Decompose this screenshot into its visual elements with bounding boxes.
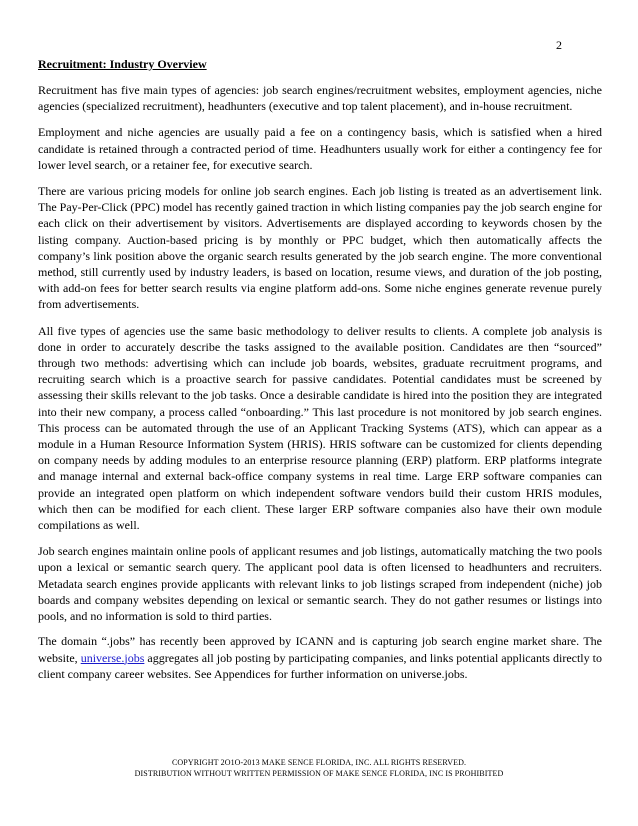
page-number: 2 (556, 38, 562, 52)
paragraph-jobs-domain-lead: The domain “.jobs” has recently been approved by ICANN and is capturing job search engine market share. The website, (38, 634, 602, 665)
footer-copyright: COPYRIGHT 2O1O-2013 MAKE SENCE FLORIDA, INC. ALL RIGHTS RESERVED. (171, 758, 467, 767)
paragraph-jobs-domain-tail: aggregates all job posting by participating companies, and links potential applicants directly to client company career websites. See Appendices for further information on universe.jobs. (38, 650, 603, 681)
paragraph-jobs-domain (38, 633, 602, 682)
document-body (38, 56, 602, 692)
section-heading: Recruitment: Industry Overview (38, 57, 207, 71)
footer (0, 757, 638, 779)
footer-distribution-notice: DISTRIBUTION WITHOUT WRITTEN PERMISSION OF MAKE SENCE FLORIDA, INC IS PROHIBITED (134, 769, 504, 778)
paragraph-methodology: All five types of agencies use the same basic methodology to deliver results to clients. A complete job analysis is done in order to accurately describe the tasks assigned to the available position. Candidates are then “sourced” through two methods: advertising which can include job boards, websites, graduate recruitment programs, and recruiting search which is a proactive search for passive candidates. Potential candidates must be screened by assessing their skills relevant to the job tasks. Once a desirable candidate is hired into the position they are integrated into their new company, a process called “onboarding.” This last procedure is not monitored by job search engines. This process can be automated through the use of an Applicant Tracking Systems (ATS), which can appear as a module in a Human Resource Information System (HRIS). HRIS software can be customized for clients depending on company needs by adding modules to an enterprise resource planning (ERP) platform. ERP platforms integrate and manage internal and external back-office company systems in real time. Large ERP software companies can provide an integrated open platform on which independent software vendors build their custom HRIS modules, which then can be modified for each client. These larger ERP software companies also have their own module compilations as well. (38, 323, 602, 533)
paragraph-fees: Employment and niche agencies are usually paid a fee on a contingency basis, which is satisfied when a hired candidate is retained through a contracted period of time. Headhunters usually work for either a contingency fee for lower level search, or a retainer fee, for executive search. (38, 125, 602, 172)
paragraph-pricing-models: There are various pricing models for online job search engines. Each job listing is treated as an advertisement link. The Pay-Per-Click (PPC) model has recently gained traction in which listing companies pay the job search engine for each click on their advertisement by visitors. Advertisements are displayed according to keywords chosen by the listing company. Auction-based pricing is by monthly or PPC budget, which then automatically affects the company’s link position above the organic search results generated by the job search engine. The more conventional method, still currently used by industry leaders, is based on location, resume views, and duration of the job posting, with add-on fees for better search results via engine platform add-ons. Some niche engines generate revenue purely from advertisements. (38, 184, 602, 312)
paragraph-agency-types: Recruitment has five main types of agencies: job search engines/recruitment websites, employment agencies, niche agencies (specialized recruitment), headhunters (executive and top talent placement), and in-house recruitment. (38, 83, 602, 114)
paragraph-search-engines: Job search engines maintain online pools of applicant resumes and job listings, automatically matching the two pools upon a lexical or semantic search query. The applicant pool data is often licensed to headhunters and recruiters. Metadata search engines provide applicants with relevant links to job listings scraped from independent (niche) job boards and company websites depending on lexical or semantic search. They do not gather resumes or listings into pools, and no information is sold to third parties. (38, 544, 602, 624)
universe-jobs-link[interactable]: universe.jobs (80, 650, 145, 665)
